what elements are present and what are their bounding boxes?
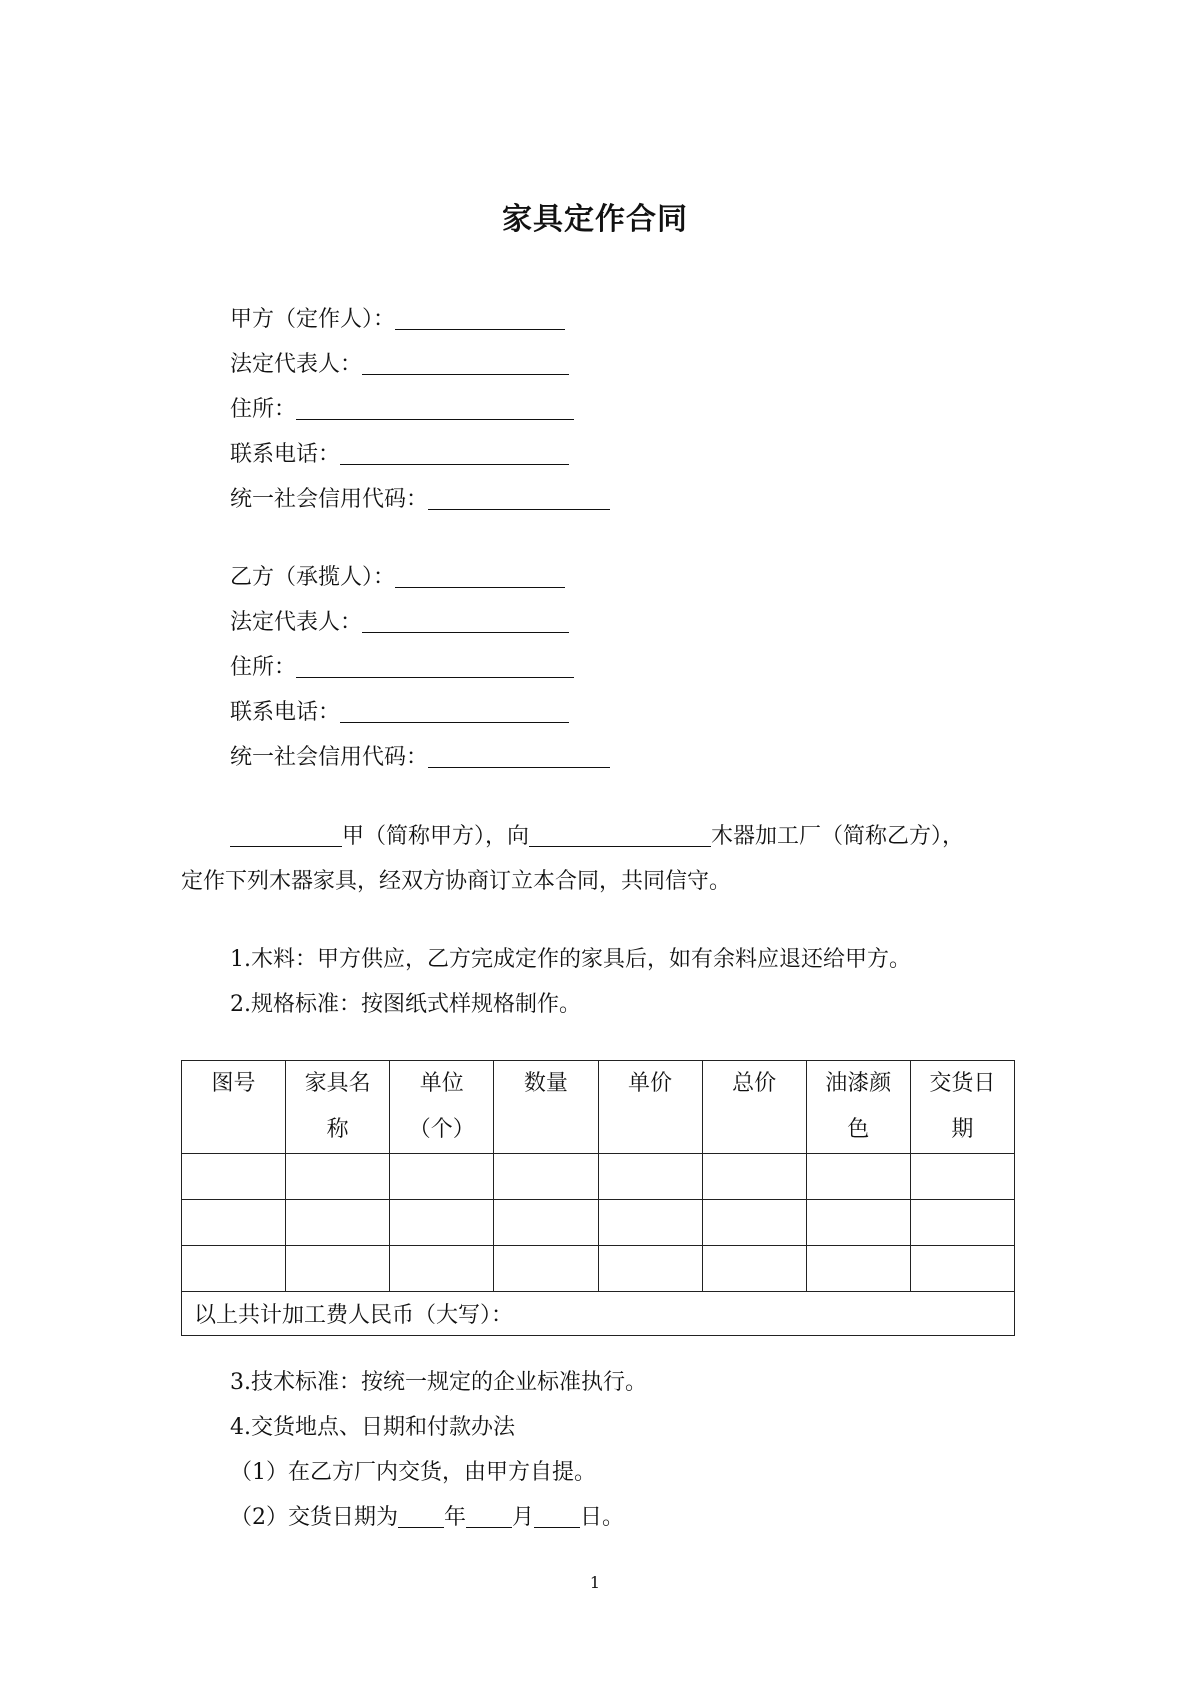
- table-cell[interactable]: [598, 1246, 702, 1292]
- delivery-month-label: 月: [512, 1505, 535, 1530]
- party-a-addr-line: [230, 395, 574, 425]
- party-a-code-blank[interactable]: [428, 487, 610, 510]
- delivery-date-prefix: （2）交货日期为: [230, 1505, 398, 1530]
- clause-4-2: [230, 1503, 624, 1533]
- table-cell[interactable]: [286, 1246, 390, 1292]
- table-cell[interactable]: [910, 1154, 1014, 1200]
- header-total-price: 总价: [702, 1061, 806, 1154]
- intro-party-b-blank[interactable]: [529, 824, 711, 847]
- delivery-year-label: 年: [444, 1505, 467, 1530]
- delivery-day-blank[interactable]: [534, 1505, 580, 1528]
- header-unit: 单位 （个）: [390, 1061, 494, 1154]
- table-cell[interactable]: [494, 1200, 598, 1246]
- party-a-addr-label: 住所：: [230, 397, 297, 422]
- table-cell[interactable]: [910, 1200, 1014, 1246]
- party-b-addr-blank[interactable]: [296, 655, 574, 678]
- header-paint-color: 油漆颜 色: [806, 1061, 910, 1154]
- party-b-rep-label: 法定代表人：: [230, 610, 363, 635]
- party-a-phone-blank[interactable]: [340, 442, 569, 465]
- party-a-name-blank[interactable]: [395, 307, 565, 330]
- table-cell[interactable]: [286, 1200, 390, 1246]
- table-cell[interactable]: [390, 1246, 494, 1292]
- party-b-rep-line: [230, 608, 569, 638]
- clause-1: 1.木料：甲方供应，乙方完成定作的家具后，如有余料应退还给甲方。: [230, 947, 911, 972]
- intro-line-1: [230, 822, 964, 852]
- clause-3: 3.技术标准：按统一规定的企业标准执行。: [230, 1370, 647, 1395]
- table-cell[interactable]: [806, 1154, 910, 1200]
- table-cell[interactable]: [182, 1154, 286, 1200]
- party-a-code-line: [230, 485, 610, 515]
- party-a-name-label: 甲方（定作人）：: [230, 307, 396, 332]
- party-b-code-blank[interactable]: [428, 745, 610, 768]
- document-title: 家具定作合同: [502, 202, 688, 237]
- party-b-name-blank[interactable]: [395, 565, 565, 588]
- table-cell[interactable]: [702, 1246, 806, 1292]
- table-cell[interactable]: [702, 1200, 806, 1246]
- party-a-phone-label: 联系电话：: [230, 442, 341, 467]
- furniture-spec-table: [181, 1060, 1015, 1336]
- table-cell[interactable]: [702, 1154, 806, 1200]
- table-cell[interactable]: [598, 1200, 702, 1246]
- table-cell[interactable]: [494, 1154, 598, 1200]
- table-cell[interactable]: [182, 1200, 286, 1246]
- header-furniture-name: 家具名 称: [286, 1061, 390, 1154]
- table-cell[interactable]: [182, 1246, 286, 1292]
- table-header-row: [182, 1061, 1015, 1154]
- table-cell[interactable]: [910, 1246, 1014, 1292]
- clause-4: 4.交货地点、日期和付款办法: [230, 1415, 515, 1440]
- party-b-rep-blank[interactable]: [362, 610, 569, 633]
- table-cell[interactable]: [286, 1154, 390, 1200]
- party-a-rep-label: 法定代表人：: [230, 352, 363, 377]
- party-b-addr-line: [230, 653, 574, 683]
- table-row: [182, 1154, 1015, 1200]
- clause-4-1: （1）在乙方厂内交货，由甲方自提。: [230, 1460, 596, 1485]
- clause-2: 2.规格标准：按图纸式样规格制作。: [230, 992, 581, 1017]
- party-b-name-label: 乙方（承揽人）：: [230, 565, 396, 590]
- party-b-name-line: [230, 563, 565, 593]
- party-a-rep-blank[interactable]: [362, 352, 569, 375]
- party-b-phone-line: [230, 698, 569, 728]
- delivery-month-blank[interactable]: [466, 1505, 512, 1528]
- table-cell[interactable]: [598, 1154, 702, 1200]
- party-b-code-line: [230, 743, 610, 773]
- party-b-phone-blank[interactable]: [340, 700, 569, 723]
- intro-part-1: 甲（简称甲方），向: [342, 824, 530, 849]
- party-a-addr-blank[interactable]: [296, 397, 574, 420]
- table-cell[interactable]: [494, 1246, 598, 1292]
- table-cell[interactable]: [390, 1200, 494, 1246]
- party-a-phone-line: [230, 440, 569, 470]
- party-a-rep-line: [230, 350, 569, 380]
- table-cell[interactable]: [806, 1200, 910, 1246]
- intro-party-a-blank[interactable]: [230, 824, 342, 847]
- total-fee-label: 以上共计加工费人民币（大写）：: [182, 1292, 1015, 1336]
- header-unit-price: 单价: [598, 1061, 702, 1154]
- table-cell[interactable]: [390, 1154, 494, 1200]
- intro-part-2: 木器加工厂（简称乙方），: [711, 824, 965, 849]
- header-drawing-no: 图号: [182, 1061, 286, 1154]
- table-cell[interactable]: [806, 1246, 910, 1292]
- delivery-year-blank[interactable]: [398, 1505, 444, 1528]
- party-a-code-label: 统一社会信用代码：: [230, 487, 429, 512]
- header-delivery-date: 交货日 期: [910, 1061, 1014, 1154]
- delivery-day-label: 日。: [580, 1505, 625, 1530]
- party-b-code-label: 统一社会信用代码：: [230, 745, 429, 770]
- page-number: 1: [589, 1573, 601, 1592]
- header-quantity: 数量: [494, 1061, 598, 1154]
- table-row: [182, 1200, 1015, 1246]
- table-total-row: [182, 1292, 1015, 1336]
- party-b-addr-label: 住所：: [230, 655, 297, 680]
- party-a-name-line: [230, 305, 565, 335]
- intro-line-2: 定作下列木器家具，经双方协商订立本合同，共同信守。: [181, 869, 732, 894]
- party-b-phone-label: 联系电话：: [230, 700, 341, 725]
- table-row: [182, 1246, 1015, 1292]
